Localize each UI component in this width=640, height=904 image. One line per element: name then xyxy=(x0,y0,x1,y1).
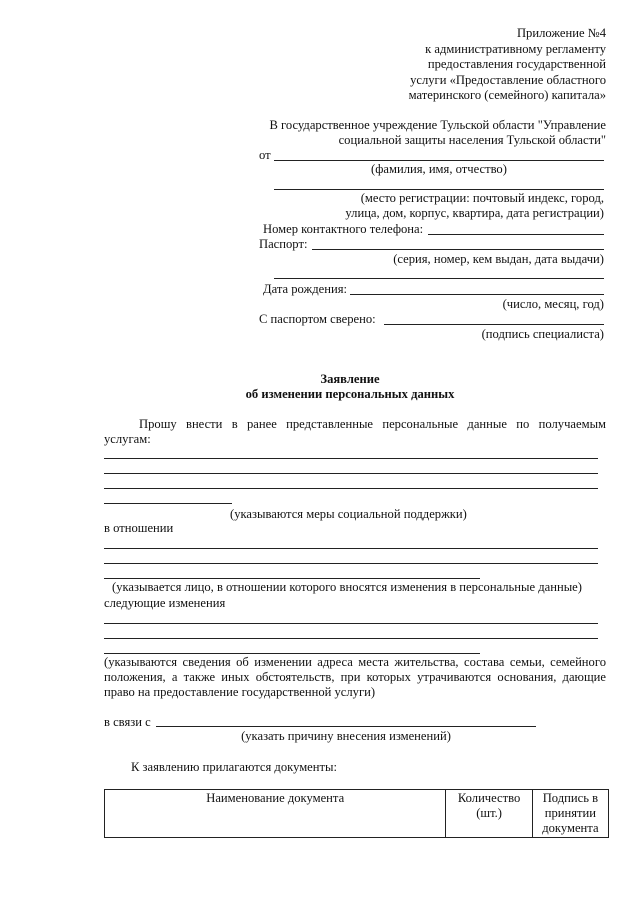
verified-field[interactable] xyxy=(384,324,604,325)
fio-field[interactable] xyxy=(274,160,604,161)
person-field-1[interactable] xyxy=(104,548,598,549)
reason-label: в связи с xyxy=(104,715,151,729)
addressee-line-2: социальной защиты населения Тульской области" xyxy=(338,133,606,147)
services-field-3[interactable] xyxy=(104,488,598,489)
appendix-block xyxy=(276,26,606,104)
changes-field-3[interactable] xyxy=(104,653,480,654)
appendix-line: к административному регламенту xyxy=(425,41,606,56)
table-header-signature: Подпись в принятии документа xyxy=(532,790,608,838)
changes-caption-2 xyxy=(104,670,606,685)
fio-caption: (фамилия, имя, отчество) xyxy=(371,162,507,176)
passport-caption: (серия, номер, кем выдан, дата выдачи) xyxy=(393,252,604,266)
phone-field[interactable] xyxy=(428,234,604,235)
birth-field[interactable] xyxy=(350,294,604,295)
verified-label: С паспортом сверено: xyxy=(259,312,376,326)
from-label: от xyxy=(259,148,271,162)
table-header-quantity: Количество (шт.) xyxy=(446,790,532,838)
addressee-line-1: В государственное учреждение Тульской области "Управление xyxy=(269,118,606,132)
changes-label: следующие изменения xyxy=(104,596,226,610)
document-subtitle: об изменении персональных данных xyxy=(245,387,455,401)
document-title: Заявление xyxy=(320,372,380,386)
documents-table xyxy=(104,789,609,838)
table-header-name: Наименование документа xyxy=(105,790,446,838)
passport-label: Паспорт: xyxy=(259,237,308,251)
appendix-line: услуги «Предоставление областного xyxy=(410,72,606,87)
person-field-2[interactable] xyxy=(104,563,598,564)
phone-label: Номер контактного телефона: xyxy=(263,222,424,236)
services-field-1[interactable] xyxy=(104,458,598,459)
address-caption-1: (место регистрации: почтовый индекс, город, xyxy=(360,191,604,205)
regarding-label: в отношении xyxy=(104,521,174,535)
request-text-line: Прошу внести в ранее представленные персональные данные по получаемым xyxy=(139,417,606,431)
services-field-4[interactable] xyxy=(104,503,232,504)
attachments-label: К заявлению прилагаются документы: xyxy=(131,760,337,774)
table-header-row xyxy=(105,790,609,838)
measures-caption: (указываются меры социальной поддержки) xyxy=(230,507,467,521)
verified-caption: (подпись специалиста) xyxy=(481,327,604,341)
passport-field-2[interactable] xyxy=(274,278,604,279)
request-text-2: услугам: xyxy=(104,432,151,446)
changes-caption-text: положения, а также иных обстоятельств, при которых утрачиваются основания, дающие xyxy=(104,670,606,684)
changes-field-1[interactable] xyxy=(104,623,598,624)
birth-label: Дата рождения: xyxy=(263,282,347,296)
changes-caption-3: право на предоставление государственной услуги) xyxy=(104,685,376,699)
reason-caption: (указать причину внесения изменений) xyxy=(241,729,451,743)
changes-caption-text: (указываются сведения об изменении адреса места жительства, состава семьи, семейного xyxy=(104,655,606,669)
changes-field-2[interactable] xyxy=(104,638,598,639)
person-field-3[interactable] xyxy=(104,578,480,579)
services-field-2[interactable] xyxy=(104,473,598,474)
address-caption-2: улица, дом, корпус, квартира, дата регистрации) xyxy=(345,206,604,220)
address-field[interactable] xyxy=(274,189,604,190)
person-caption: (указывается лицо, в отношении которого вносятся изменения в персональные данные) xyxy=(112,580,582,594)
birth-caption: (число, месяц, год) xyxy=(502,297,604,311)
appendix-line: предоставления государственной xyxy=(427,57,606,71)
changes-caption-1 xyxy=(104,655,606,670)
reason-field[interactable] xyxy=(156,726,536,727)
request-text xyxy=(104,417,606,432)
passport-field[interactable] xyxy=(312,249,604,250)
appendix-line: Приложение №4 xyxy=(516,26,606,40)
appendix-line: материнского (семейного) капитала» xyxy=(408,88,606,102)
